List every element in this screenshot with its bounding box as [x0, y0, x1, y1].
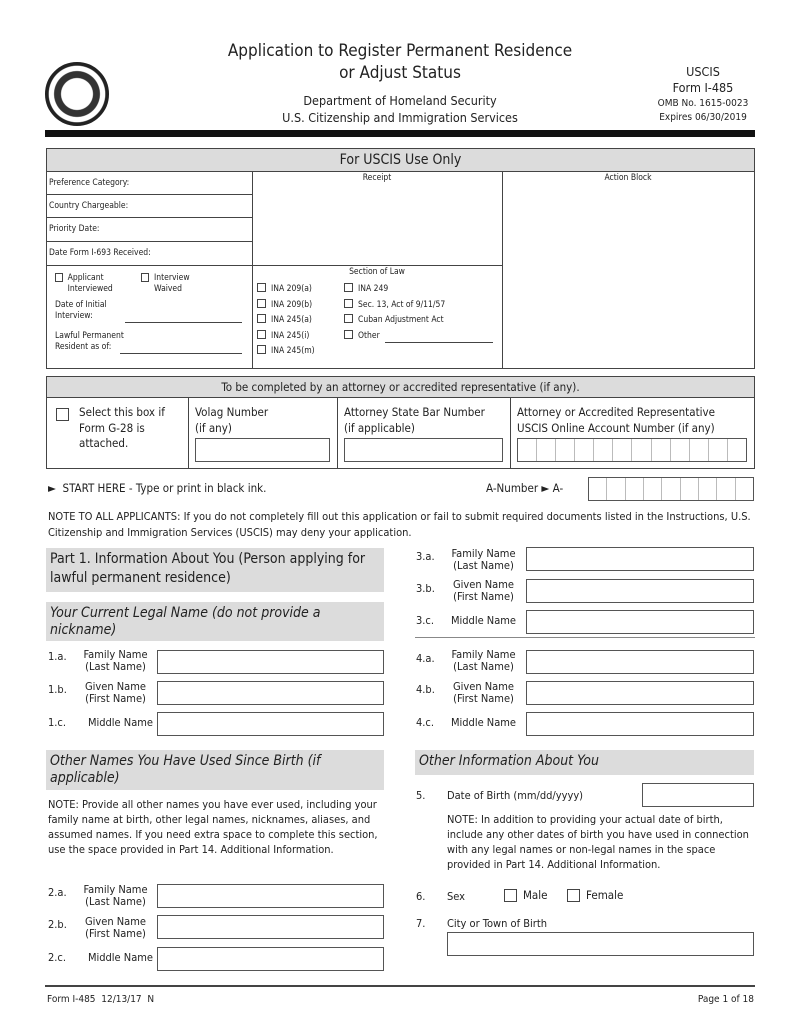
law-checkbox[interactable] [257, 313, 315, 329]
text-label: 3.b. [416, 582, 435, 595]
text-label: 1.a. [48, 650, 67, 663]
form-number: Form I-485 [672, 80, 734, 95]
volag-label [195, 405, 268, 436]
input-cell [613, 439, 632, 461]
law-checkbox[interactable] [257, 298, 315, 314]
checkbox-square[interactable] [344, 283, 353, 292]
input-cell [652, 439, 671, 461]
part1-title: Part 1. Information About You (Person applying for lawful permanent residence) [46, 548, 384, 592]
city-number: 7. [416, 917, 426, 930]
checkbox-square[interactable] [257, 299, 266, 308]
input-cell [709, 439, 728, 461]
input-cell [690, 439, 709, 461]
other-family-name-label: Family Name (Last Name) [83, 883, 148, 908]
middle-name-label: Middle Name [87, 716, 153, 729]
input-cell [662, 478, 680, 500]
lpr-as-of-line[interactable] [120, 353, 242, 354]
sex-female-checkbox[interactable] [567, 888, 623, 902]
input-cell [644, 478, 662, 500]
omb-number: OMB No. 1615-0023 [657, 98, 749, 109]
law-checkbox[interactable] [257, 344, 315, 360]
title-line-1: Application to Register Permanent Residence [227, 41, 573, 61]
dob-note: NOTE: In addition to providing your actual date of birth, include any other dates of birth you have used in connection with any legal names or non-legal names in the space provided in Part 14. Additional Information. [447, 813, 749, 871]
law-checkbox[interactable] [257, 329, 315, 345]
date-initial-interview-line[interactable] [125, 322, 242, 323]
given-name-label: Given Name (First Name) [85, 680, 146, 705]
receipt-label: Receipt [362, 173, 392, 183]
other-middle-name-input[interactable] [157, 947, 384, 971]
text-label: INA 245(m) [271, 346, 315, 356]
other-family-name-input[interactable] [157, 884, 384, 908]
input-cell [681, 478, 699, 500]
attorney-block-title: To be completed by an attorney or accredited representative (if any). [47, 377, 754, 398]
checkbox-square[interactable] [567, 889, 580, 902]
footer-rule [45, 985, 755, 987]
dhs-seal [45, 62, 109, 126]
a-number-input[interactable] [588, 477, 754, 501]
text-label: Male [523, 888, 548, 902]
other-info-heading: Other Information About You [415, 750, 754, 775]
other-names-note: NOTE: Provide all other names you have ever used, including your family name at birth, other legal names, nicknames, aliases, and assumed names. If you need extra space to complete this section, use the space provided in Part 14. Additional Information. [48, 798, 378, 856]
text-label: 4.b. [416, 683, 435, 696]
text-label: INA 209(a) [271, 284, 312, 294]
priority-date-label: Priority Date: [49, 224, 100, 234]
input-cell [626, 478, 644, 500]
input-cell [556, 439, 575, 461]
input-cell [728, 439, 746, 461]
other-middle-name-label: Middle Name [87, 951, 153, 964]
text-label: 2.c. [48, 951, 67, 964]
bar-number-label [344, 405, 485, 436]
text-label: 2.a. [48, 886, 67, 899]
text-label: Attorney or Accredited Representative [517, 405, 715, 419]
note-to-applicants [48, 509, 758, 540]
text-label: 3.c. [416, 614, 435, 627]
text-label: Sec. 13, Act of 9/11/57 [358, 299, 446, 310]
text-label: 1.b. [48, 683, 67, 696]
middle-name-input[interactable] [157, 712, 384, 736]
input-cell [736, 478, 753, 500]
expiration: Expires 06/30/2019 [659, 112, 747, 123]
applicant-interviewed-checkbox[interactable] [55, 273, 135, 295]
form-title [150, 40, 650, 84]
text-label: If you do not completely fill out this application or fail to submit required documents listed in the Instructions, U.S. Citizenship and Immigration Services (USCIS) may deny your application. [48, 510, 751, 539]
input-cell [518, 439, 537, 461]
law-checkbox[interactable] [344, 282, 445, 298]
uscis-block-title: For USCIS Use Only [47, 149, 754, 172]
other-law-line[interactable] [385, 342, 493, 343]
text-label: Female [586, 888, 624, 902]
checkbox-square[interactable] [257, 283, 266, 292]
interview-waived-checkbox[interactable] [141, 273, 211, 295]
divider [415, 637, 755, 638]
checkbox-label: Applicant Interviewed [67, 273, 113, 294]
agency-block [200, 92, 600, 126]
text-label: (if applicable) [344, 420, 415, 435]
checkbox-square[interactable] [257, 345, 266, 354]
date-initial-interview-label: Date of Initial Interview: [55, 300, 107, 321]
law-checkbox[interactable] [344, 298, 445, 314]
input-cell [699, 478, 717, 500]
other-family-name-input[interactable] [526, 650, 754, 674]
text-label: Cuban Adjustment Act [358, 315, 444, 325]
text-label: INA 209(b) [271, 299, 313, 310]
bar-number-input[interactable] [344, 438, 503, 462]
checkbox-square[interactable] [504, 889, 517, 902]
divider [337, 398, 338, 468]
dob-input[interactable] [642, 783, 754, 807]
preference-category-label: Preference Category: [49, 178, 130, 188]
form-id-block [640, 63, 766, 125]
other-given-name-label: Given Name (First Name) [85, 915, 146, 940]
footer-form-id: Form I-485 12/13/17 N [47, 994, 155, 1005]
text-label: 4.c. [416, 716, 435, 729]
section-of-law-left [257, 282, 315, 360]
other-given-name-input[interactable] [157, 915, 384, 939]
other-family-name-label: Family Name (Last Name) [451, 547, 516, 572]
sex-number: 6. [416, 890, 426, 903]
other-given-name-label: Given Name (First Name) [453, 578, 514, 603]
checkbox-square[interactable] [257, 330, 266, 339]
other-middle-name-label: Middle Name [450, 716, 517, 729]
other-middle-name-input[interactable] [526, 610, 754, 634]
city-label: City or Town of Birth [447, 917, 547, 930]
given-name-input[interactable] [157, 681, 384, 705]
family-name-input[interactable] [157, 650, 384, 674]
divider [502, 172, 503, 368]
other-middle-name-label: Middle Name [450, 614, 517, 627]
divider [510, 398, 511, 468]
checkbox-square[interactable] [257, 314, 266, 323]
text-label: 3.a. [416, 550, 435, 563]
department: Department of Homeland Security [303, 93, 497, 108]
legal-name-heading: Your Current Legal Name (do not provide a nickname) [46, 602, 384, 641]
dob-label: Date of Birth (mm/dd/yyyy) [447, 789, 584, 802]
family-name-label: Family Name (Last Name) [83, 648, 148, 673]
g28-label: Select this box if Form G-28 is attached. [79, 405, 165, 450]
input-cell [575, 439, 594, 461]
agency: U.S. Citizenship and Immigration Services [282, 110, 518, 125]
text-label: NOTE TO ALL APPLICANTS: [48, 510, 181, 523]
input-cell [589, 478, 607, 500]
checkbox-square[interactable] [55, 273, 63, 282]
text-label: INA 245(i) [271, 330, 310, 341]
input-cell [537, 439, 556, 461]
other-given-name-label: Given Name (First Name) [453, 680, 514, 705]
action-block-label: Action Block [604, 173, 652, 183]
uscis-label: USCIS [686, 64, 720, 79]
text-label: USCIS Online Account Number (if any) [517, 420, 715, 435]
sex-male-checkbox[interactable] [504, 888, 548, 902]
text-label: (if any) [195, 420, 232, 435]
input-cell [607, 478, 625, 500]
other-given-name-input[interactable] [526, 681, 754, 705]
lpr-as-of-label: Lawful Permanent Resident as of: [55, 331, 124, 352]
checkbox-square[interactable] [344, 314, 353, 323]
start-here [48, 481, 266, 495]
checkbox-square[interactable] [344, 330, 353, 339]
input-cell [632, 439, 651, 461]
divider [47, 194, 252, 195]
other-given-name-input[interactable] [526, 579, 754, 603]
title-line-2: or Adjust Status [339, 63, 461, 83]
other-family-name-input[interactable] [526, 547, 754, 571]
text-label: Other [358, 330, 380, 341]
checkbox-square[interactable] [344, 299, 353, 308]
account-number-input[interactable] [517, 438, 747, 462]
divider [47, 241, 252, 242]
other-names-heading: Other Names You Have Used Since Birth (if applicable) [46, 750, 384, 790]
header-rule [45, 130, 755, 137]
section-of-law-right [344, 282, 445, 344]
sex-label: Sex [447, 890, 466, 903]
i693-received-label: Date Form I-693 Received: [49, 248, 151, 258]
input-cell [671, 439, 690, 461]
g28-checkbox[interactable] [56, 408, 69, 421]
text-label: Volag Number [195, 405, 269, 419]
country-chargeable-label: Country Chargeable: [49, 201, 129, 211]
checkbox-label: Interview Waived [154, 273, 190, 294]
account-number-label [517, 405, 715, 436]
divider [47, 217, 252, 218]
other-middle-name-input[interactable] [526, 712, 754, 736]
city-of-birth-input[interactable] [447, 932, 754, 956]
law-checkbox[interactable] [257, 282, 315, 298]
other-family-name-label: Family Name (Last Name) [451, 648, 516, 673]
text-label: INA 249 [358, 284, 389, 294]
divider [47, 265, 502, 266]
input-cell [717, 478, 735, 500]
arrow-right-icon: ► [48, 481, 63, 495]
a-number-label: A-Number ► A- [486, 481, 564, 495]
section-of-law-label: Section of Law [349, 267, 405, 277]
text-label: 1.c. [48, 716, 67, 729]
dob-number: 5. [416, 789, 426, 802]
divider [188, 398, 189, 468]
text-label: 4.a. [416, 652, 435, 665]
page-number: Page 1 of 18 [697, 994, 754, 1005]
text-label: 2.b. [48, 918, 67, 931]
text-label: START HERE - Type or print in black ink. [62, 481, 267, 495]
text-label: Attorney State Bar Number [344, 405, 485, 419]
input-cell [594, 439, 613, 461]
text-label: INA 245(a) [271, 315, 312, 325]
volag-number-input[interactable] [195, 438, 330, 462]
law-checkbox[interactable] [344, 313, 445, 329]
checkbox-square[interactable] [141, 273, 149, 282]
